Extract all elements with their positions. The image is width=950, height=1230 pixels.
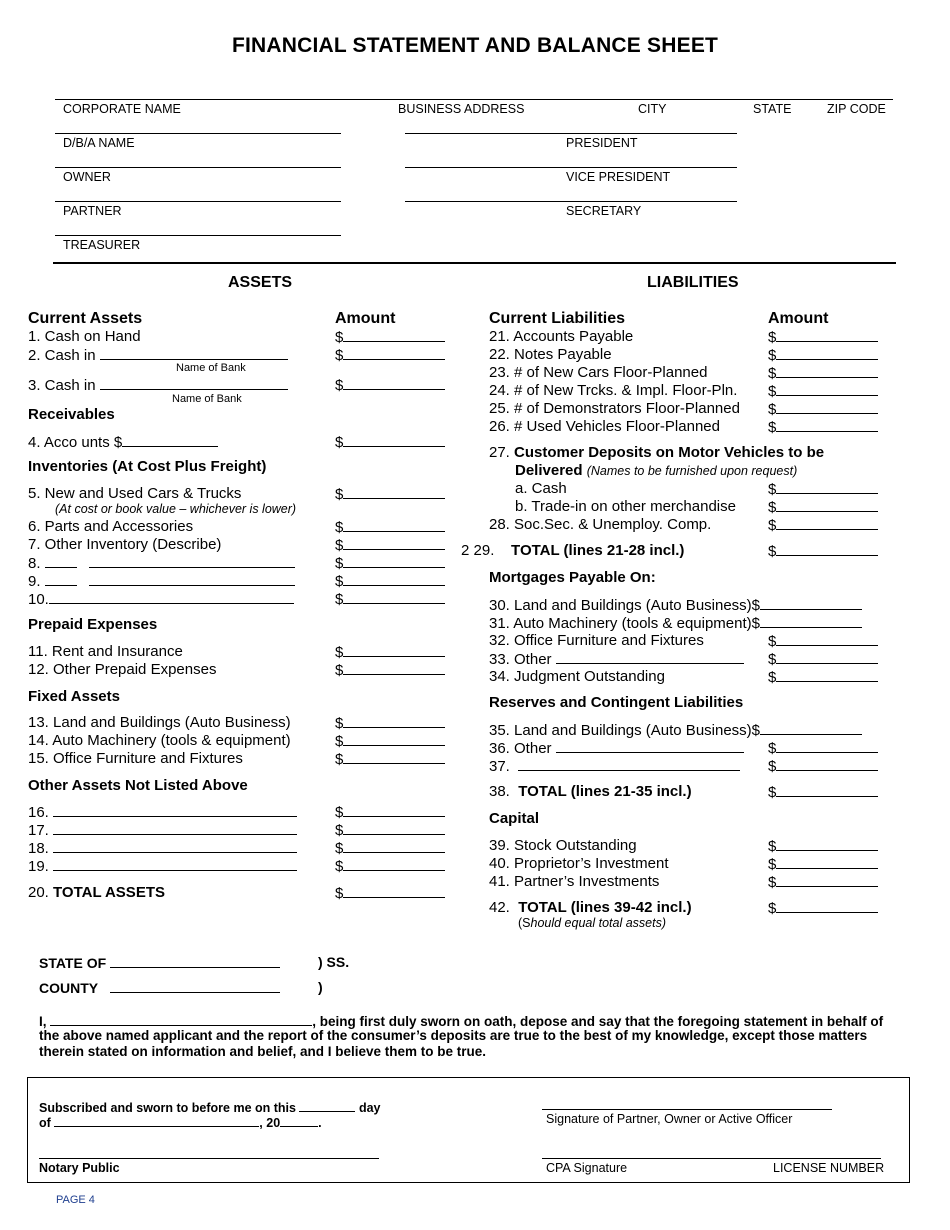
- liab-line-23: 23. # of New Cars Floor-Planned: [489, 364, 708, 381]
- zip-label: ZIP CODE: [827, 102, 886, 116]
- liabilities-title: LIABILITIES: [647, 274, 739, 291]
- total-assets-line: 20. TOTAL ASSETS: [28, 884, 165, 901]
- amount-22[interactable]: $: [768, 346, 878, 364]
- county-field[interactable]: COUNTY: [39, 979, 280, 996]
- reserves-heading: Reserves and Contingent Liabilities: [489, 694, 744, 711]
- business-address-label: BUSINESS ADDRESS: [398, 102, 525, 116]
- liab-line-32: 32. Office Furniture and Fixtures: [489, 632, 704, 649]
- liab-line-36[interactable]: 36. Other: [489, 739, 744, 757]
- cpa-signature-label: CPA Signature: [546, 1161, 628, 1175]
- notary-signature-line[interactable]: [39, 1158, 379, 1159]
- liab-line-27-cash: a. Cash: [515, 480, 567, 497]
- liabilities-amount-heading: Amount: [768, 310, 829, 327]
- asset-line-19[interactable]: 19.: [28, 857, 297, 875]
- asset-line-4[interactable]: 4. Acco unts $: [28, 433, 218, 451]
- amount-27a[interactable]: $: [768, 480, 878, 498]
- liab-line-35[interactable]: 35. Land and Buildings (Auto Business)$: [489, 721, 862, 739]
- amount-13[interactable]: $: [335, 714, 445, 732]
- subscribed-line[interactable]: Subscribed and sworn to before me on this day: [39, 1098, 381, 1115]
- amount-34[interactable]: $: [768, 668, 878, 686]
- liab-line-37[interactable]: 37.: [489, 757, 740, 775]
- amount-25[interactable]: $: [768, 400, 878, 418]
- dba-label: D/B/A NAME: [63, 136, 135, 150]
- amount-29[interactable]: $: [768, 542, 878, 560]
- treasurer-label: TREASURER: [63, 238, 141, 252]
- liab-line-22: 22. Notes Payable: [489, 346, 612, 363]
- amount-19[interactable]: $: [335, 857, 445, 875]
- amount-10[interactable]: $: [335, 590, 445, 608]
- amount-41[interactable]: $: [768, 873, 878, 891]
- amount-18[interactable]: $: [335, 839, 445, 857]
- header-divider: [53, 262, 896, 264]
- state-of-field[interactable]: STATE OF: [39, 954, 280, 971]
- name-of-bank-2: Name of Bank: [172, 393, 242, 405]
- amount-3[interactable]: $: [335, 376, 445, 394]
- amount-7[interactable]: $: [335, 536, 445, 554]
- asset-line-5-note: (At cost or book value – whichever is lower): [55, 502, 297, 516]
- other-assets-heading: Other Assets Not Listed Above: [28, 777, 248, 794]
- notary-public-label: Notary Public: [39, 1161, 120, 1175]
- liab-line-31[interactable]: 31. Auto Machinery (tools & equipment)$: [489, 614, 862, 632]
- secretary-line[interactable]: [405, 201, 737, 202]
- president-line[interactable]: [405, 133, 737, 134]
- name-of-bank-1: Name of Bank: [176, 362, 246, 374]
- asset-line-12: 12. Other Prepaid Expenses: [28, 661, 217, 678]
- liab-line-26: 26. # Used Vehicles Floor-Planned: [489, 418, 720, 435]
- asset-line-14: 14. Auto Machinery (tools & equipment): [28, 732, 291, 749]
- oath-line-1[interactable]: I, , being first duly sworn on oath, depose and say that the foregoing statement in behalf of: [39, 1014, 884, 1029]
- assets-amount-heading: Amount: [335, 310, 396, 327]
- asset-line-3: 3. Cash in: [28, 376, 288, 394]
- amount-28[interactable]: $: [768, 516, 878, 534]
- city-label: CITY: [638, 102, 667, 116]
- asset-line-1: 1. Cash on Hand: [28, 328, 141, 345]
- amount-39[interactable]: $: [768, 837, 878, 855]
- amount-33[interactable]: $: [768, 650, 878, 668]
- vice-president-label: VICE PRESIDENT: [566, 170, 671, 184]
- amount-21[interactable]: $: [768, 328, 878, 346]
- header-line-1[interactable]: [55, 99, 893, 100]
- amount-15[interactable]: $: [335, 750, 445, 768]
- amount-16[interactable]: $: [335, 803, 445, 821]
- amount-9[interactable]: $: [335, 572, 445, 590]
- amount-1[interactable]: $: [335, 328, 445, 346]
- owner-label: OWNER: [63, 170, 111, 184]
- liab-line-34: 34. Judgment Outstanding: [489, 668, 665, 685]
- president-label: PRESIDENT: [566, 136, 638, 150]
- amount-32[interactable]: $: [768, 632, 878, 650]
- asset-line-11: 11. Rent and Insurance: [28, 643, 183, 660]
- asset-line-10[interactable]: 10.: [28, 590, 294, 608]
- amount-11[interactable]: $: [335, 643, 445, 661]
- owner-line[interactable]: [55, 167, 341, 168]
- secretary-label: SECRETARY: [566, 204, 642, 218]
- vice-president-line[interactable]: [405, 167, 737, 168]
- cpa-signature-line[interactable]: [542, 1158, 881, 1159]
- liab-line-27-trade: b. Trade-in on other merchandise: [515, 498, 736, 515]
- asset-line-6: 6. Parts and Accessories: [28, 518, 194, 535]
- liab-line-28: 28. Soc.Sec. & Unemploy. Comp.: [489, 516, 712, 533]
- liab-line-27-delivered: Delivered (Names to be furnished upon request): [515, 462, 798, 479]
- county-paren: ): [318, 979, 323, 995]
- officer-signature-label: Signature of Partner, Owner or Active Officer: [546, 1112, 793, 1126]
- amount-37[interactable]: $: [768, 757, 878, 775]
- license-number-label: LICENSE NUMBER: [773, 1161, 885, 1175]
- asset-line-5: 5. New and Used Cars & Trucks: [28, 485, 242, 502]
- amount-42[interactable]: $: [768, 899, 878, 917]
- oath-line-2: the above named applicant and the report of the consumer’s deposits are true to the best of my knowledge, except those matters: [39, 1028, 868, 1043]
- liab-line-25: 25. # of Demonstrators Floor-Planned: [489, 400, 740, 417]
- asset-line-7: 7. Other Inventory (Describe): [28, 536, 222, 553]
- amount-24[interactable]: $: [768, 382, 878, 400]
- asset-line-17[interactable]: 17.: [28, 821, 297, 839]
- asset-line-8[interactable]: 8.: [28, 554, 295, 572]
- liab-line-30[interactable]: 30. Land and Buildings (Auto Business)$: [489, 596, 862, 614]
- receivables-heading: Receivables: [28, 406, 115, 423]
- liab-line-39: 39. Stock Outstanding: [489, 837, 637, 854]
- amount-17[interactable]: $: [335, 821, 445, 839]
- amount-14[interactable]: $: [335, 732, 445, 750]
- amount-2[interactable]: $: [335, 346, 445, 364]
- liab-total-42: 42. TOTAL (lines 39-42 incl.): [489, 899, 692, 916]
- amount-23[interactable]: $: [768, 364, 878, 382]
- asset-line-2: 2. Cash in: [28, 346, 288, 364]
- liab-line-40: 40. Proprietor’s Investment: [489, 855, 669, 872]
- amount-12[interactable]: $: [335, 661, 445, 679]
- asset-line-9[interactable]: 9.: [28, 572, 295, 590]
- asset-line-16[interactable]: 16.: [28, 803, 297, 821]
- total-note: (Should equal total assets): [518, 916, 667, 930]
- amount-26[interactable]: $: [768, 418, 878, 436]
- amount-8[interactable]: $: [335, 554, 445, 572]
- oath-line-3: therein stated on information and belief, and I believe them to be true.: [39, 1044, 487, 1059]
- amount-6[interactable]: $: [335, 518, 445, 536]
- fixed-assets-heading: Fixed Assets: [28, 688, 120, 705]
- subscribed-of-line[interactable]: of , 20 .: [39, 1113, 322, 1130]
- prepaid-heading: Prepaid Expenses: [28, 616, 158, 633]
- amount-20[interactable]: $: [335, 884, 445, 902]
- asset-line-15: 15. Office Furniture and Fixtures: [28, 750, 243, 767]
- ss-label: ) SS.: [318, 954, 350, 970]
- amount-5[interactable]: $: [335, 485, 445, 503]
- amount-38[interactable]: $: [768, 783, 878, 801]
- liab-line-41: 41. Partner’s Investments: [489, 873, 660, 890]
- dba-line[interactable]: [55, 133, 341, 134]
- liab-line-21: 21. Accounts Payable: [489, 328, 634, 345]
- page-title: FINANCIAL STATEMENT AND BALANCE SHEET: [231, 34, 719, 57]
- liab-line-24: 24. # of New Trcks. & Impl. Floor-Pln.: [489, 382, 738, 399]
- officer-signature-line[interactable]: [542, 1109, 832, 1110]
- assets-title: ASSETS: [228, 274, 293, 291]
- treasurer-line[interactable]: [55, 235, 341, 236]
- page-number: PAGE 4: [56, 1194, 95, 1206]
- liab-line-27: 27. Customer Deposits on Motor Vehicles to be: [489, 444, 825, 461]
- asset-line-18[interactable]: 18.: [28, 839, 297, 857]
- amount-36[interactable]: $: [768, 739, 878, 757]
- liab-line-33[interactable]: 33. Other: [489, 650, 744, 668]
- corporate-name-label: CORPORATE NAME: [63, 102, 181, 116]
- mortgages-heading: Mortgages Payable On:: [489, 569, 656, 586]
- partner-line[interactable]: [55, 201, 341, 202]
- current-liabilities-heading: Current Liabilities: [489, 310, 626, 327]
- state-label: STATE: [753, 102, 792, 116]
- inventories-heading: Inventories (At Cost Plus Freight): [28, 458, 267, 475]
- amount-4[interactable]: $: [335, 433, 445, 451]
- asset-line-13: 13. Land and Buildings (Auto Business): [28, 714, 291, 731]
- amount-27b[interactable]: $: [768, 498, 878, 516]
- current-assets-heading: Current Assets: [28, 310, 143, 327]
- amount-40[interactable]: $: [768, 855, 878, 873]
- partner-label: PARTNER: [63, 204, 122, 218]
- capital-heading: Capital: [489, 810, 540, 827]
- liab-total-29: 2 29. TOTAL (lines 21-28 incl.): [461, 542, 685, 559]
- liab-total-38: 38. TOTAL (lines 21-35 incl.): [489, 783, 692, 800]
